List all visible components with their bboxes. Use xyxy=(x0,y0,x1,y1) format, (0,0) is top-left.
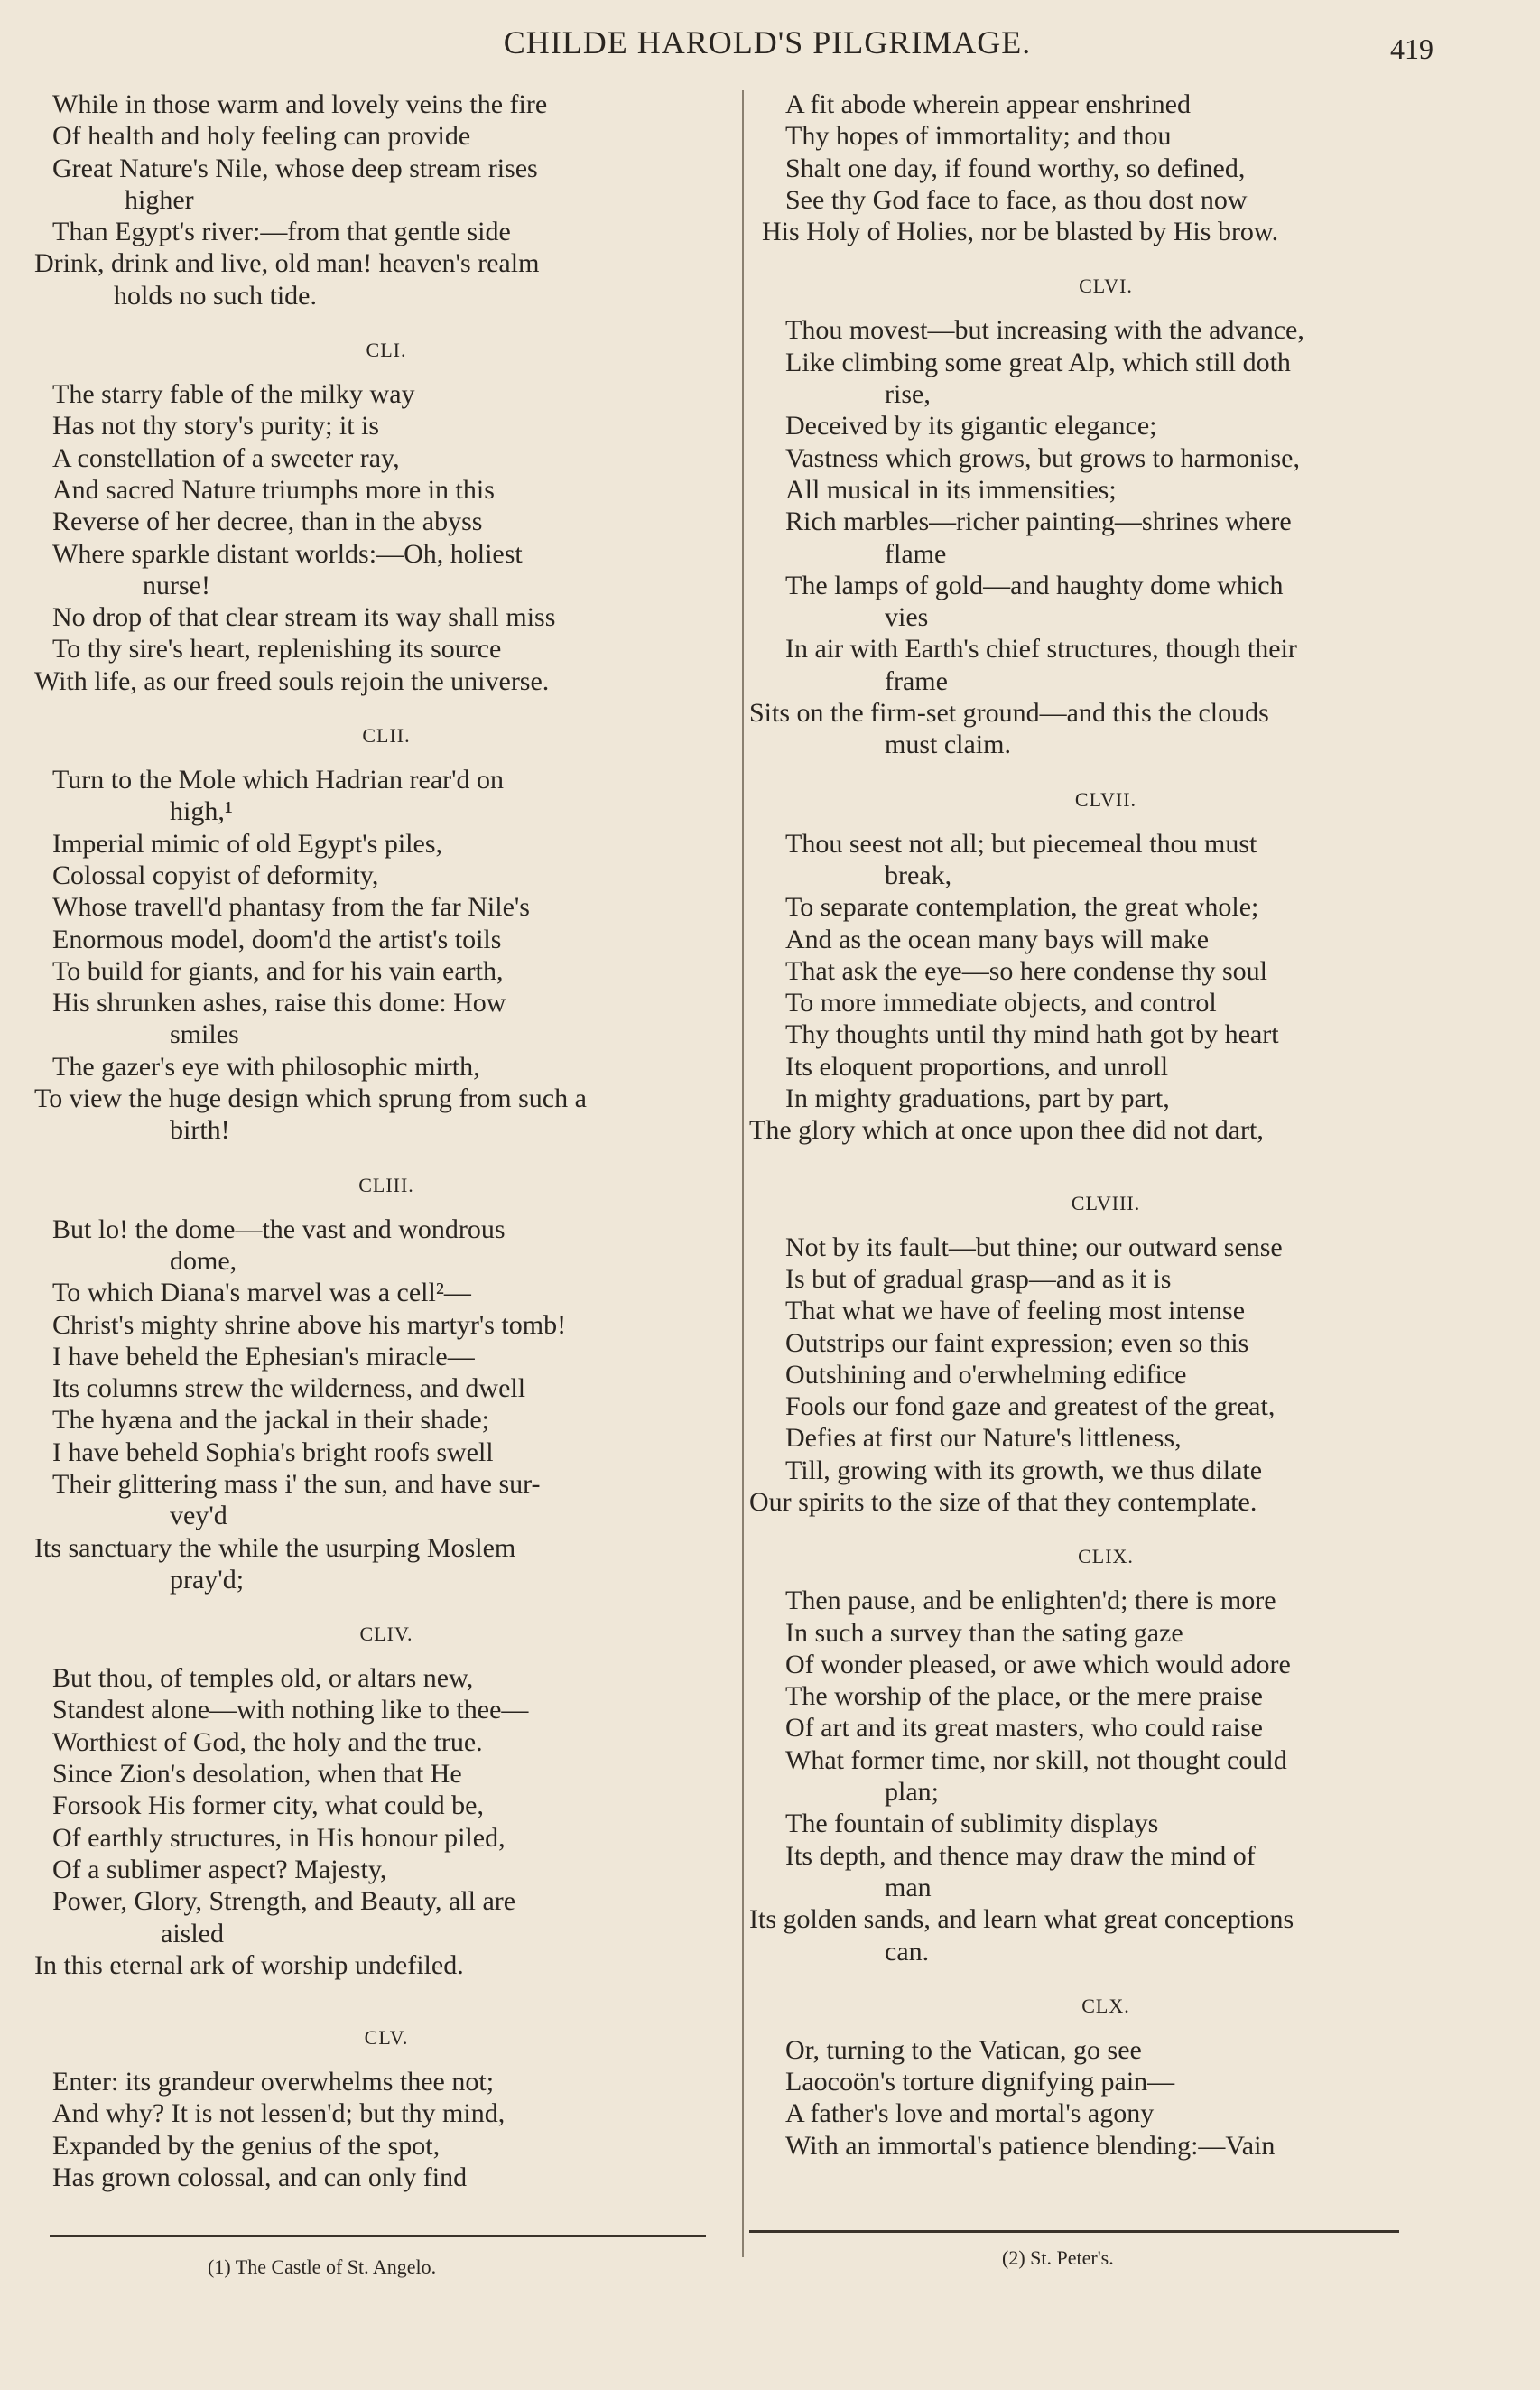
verse-line: I have beheld the Ephesian's miracle— xyxy=(52,1341,475,1372)
verse-line: The starry fable of the milky way xyxy=(52,379,415,410)
verse-line: The worship of the place, or the mere praise xyxy=(785,1681,1263,1712)
verse-line: Of wonder pleased, or awe which would adore xyxy=(785,1649,1291,1679)
verse-line: flame xyxy=(885,538,947,569)
verse-line: Of a sublimer aspect? Majesty, xyxy=(52,1854,387,1884)
stanza xyxy=(34,724,738,1147)
verse-line: Our spirits to the size of that they contemplate. xyxy=(749,1486,1257,1517)
right-column xyxy=(749,88,1462,2162)
stanza xyxy=(749,788,1462,1147)
verse-line: Expanded by the genius of the spot, xyxy=(52,2130,441,2161)
verse-line: Power, Glory, Strength, and Beauty, all are xyxy=(52,1886,516,1917)
stanza xyxy=(34,2026,738,2193)
footnote: (2) St. Peter's. xyxy=(1002,2246,1114,2269)
stanza-number: CLII. xyxy=(362,724,411,748)
verse-line: aisled xyxy=(161,1918,224,1948)
verse-line: Or, turning to the Vatican, go see xyxy=(785,2034,1142,2065)
verse-line: A constellation of a sweeter ray, xyxy=(52,442,400,473)
verse-line: The fountain of sublimity displays xyxy=(785,1809,1159,1839)
verse-line: Like climbing some great Alp, which still doth xyxy=(785,347,1291,377)
verse-line: To thy sire's heart, replenishing its source xyxy=(52,634,502,665)
verse-line: Is but of gradual grasp—and as it is xyxy=(785,1263,1172,1294)
verse-line: What former time, nor skill, not thought could xyxy=(785,1744,1287,1775)
verse-line: The lamps of gold—and haughty dome which xyxy=(785,570,1284,600)
verse-line: That what we have of feeling most intense xyxy=(785,1296,1246,1326)
verse-line: Laocoön's torture dignifying pain— xyxy=(785,2067,1175,2097)
verse-line: Imperial mimic of old Egypt's piles, xyxy=(52,828,442,859)
stanza xyxy=(34,1623,738,1981)
verse-line: Till, growing with its growth, we thus dilate xyxy=(785,1455,1263,1485)
stanza xyxy=(749,88,1462,247)
verse-line: can. xyxy=(885,1936,930,1967)
verse-line: Of health and holy feeling can provide xyxy=(52,121,471,152)
verse-line: Its depth, and thence may draw the mind of xyxy=(785,1840,1256,1871)
verse-line: The gazer's eye with philosophic mirth, xyxy=(52,1051,480,1082)
verse-line: The hyæna and the jackal in their shade; xyxy=(52,1405,489,1436)
stanza xyxy=(749,1995,1462,2162)
stanza xyxy=(749,1192,1462,1519)
verse-line: pray'd; xyxy=(170,1564,245,1595)
verse-line: And sacred Nature triumphs more in this xyxy=(52,474,495,505)
verse-line: In such a survey than the sating gaze xyxy=(785,1617,1183,1648)
verse-line: Reverse of her decree, than in the abyss xyxy=(52,507,483,537)
verse-line: smiles xyxy=(170,1019,239,1050)
verse-line: break, xyxy=(885,860,952,890)
verse-line: In air with Earth's chief structures, though their xyxy=(785,634,1297,665)
verse-line: Has grown colossal, and can only find xyxy=(52,2162,468,2193)
page-number: 419 xyxy=(1390,33,1433,65)
verse-line: I have beheld Sophia's bright roofs swell xyxy=(52,1437,494,1467)
verse-line: See thy God face to face, as thou dost now xyxy=(785,184,1248,215)
verse-line: birth! xyxy=(170,1115,230,1146)
verse-line: A father's love and mortal's agony xyxy=(785,2098,1155,2129)
verse-line: Enter: its grandeur overwhelms thee not; xyxy=(52,2067,495,2097)
verse-line: Their glittering mass i' the sun, and have sur- xyxy=(52,1468,541,1499)
verse-line: vies xyxy=(885,602,929,633)
stanza-number: CLX. xyxy=(1081,1994,1130,2017)
verse-line: To view the huge design which sprung from such a xyxy=(34,1083,587,1114)
verse-line: Thy hopes of immortality; and thou xyxy=(785,121,1172,152)
verse-line: While in those warm and lovely veins the fire xyxy=(52,89,548,119)
verse-line: frame xyxy=(885,665,948,696)
stanza-number: CLI. xyxy=(366,339,407,362)
verse-line: Since Zion's desolation, when that He xyxy=(52,1759,462,1790)
stanza-number: CLVI. xyxy=(1079,274,1133,298)
verse-line: Forsook His former city, what could be, xyxy=(52,1790,484,1821)
verse-line: higher xyxy=(125,184,194,215)
verse-line: In mighty graduations, part by part, xyxy=(785,1083,1170,1114)
footnote-rule xyxy=(749,2230,1399,2233)
verse-line: Its eloquent proportions, and unroll xyxy=(785,1051,1169,1082)
verse-line: Defies at first our Nature's littleness, xyxy=(785,1423,1182,1454)
stanza-number: CLV. xyxy=(364,2026,409,2050)
verse-line: vey'd xyxy=(170,1501,227,1531)
verse-line: His Holy of Holies, nor be blasted by His brow. xyxy=(762,217,1279,247)
verse-line: must claim. xyxy=(885,730,1011,760)
verse-line: That ask the eye—so here condense thy soul xyxy=(785,955,1268,986)
stanza-number: CLVIII. xyxy=(1071,1191,1141,1214)
verse-line: Outshining and o'erwhelming edifice xyxy=(785,1359,1187,1390)
verse-line: Sits on the firm-set ground—and this the clouds xyxy=(749,698,1269,729)
verse-line: man xyxy=(885,1872,932,1902)
verse-line: Its sanctuary the while the usurping Moslem xyxy=(34,1532,516,1563)
stanza xyxy=(34,339,738,697)
verse-line: Drink, drink and live, old man! heaven's realm xyxy=(34,248,540,279)
verse-line: To build for giants, and for his vain earth, xyxy=(52,955,504,986)
stanza xyxy=(749,274,1462,760)
verse-line: Than Egypt's river:—from that gentle side xyxy=(52,217,511,247)
verse-line: Its columns strew the wilderness, and dwell xyxy=(52,1373,526,1404)
verse-line: Vastness which grows, but grows to harmonise, xyxy=(785,442,1300,473)
stanza xyxy=(34,1174,738,1596)
verse-line: Enormous model, doom'd the artist's toils xyxy=(52,924,502,954)
verse-line: Worthiest of God, the holy and the true. xyxy=(52,1726,483,1757)
verse-line: Fools our fond gaze and greatest of the great, xyxy=(785,1391,1276,1422)
verse-line: Where sparkle distant worlds:—Oh, holiest xyxy=(52,538,523,569)
verse-line: Not by its fault—but thine; our outward sense xyxy=(785,1232,1283,1262)
verse-line: Christ's mighty shrine above his martyr's tomb! xyxy=(52,1309,567,1340)
verse-line: And as the ocean many bays will make xyxy=(785,924,1210,954)
verse-line: Standest alone—with nothing like to thee— xyxy=(52,1695,529,1725)
verse-line: To which Diana's marvel was a cell²— xyxy=(52,1278,471,1308)
verse-line: Whose travell'd phantasy from the far Nile's xyxy=(52,892,530,923)
verse-line: With life, as our freed souls rejoin the universe. xyxy=(34,665,550,696)
verse-line: All musical in its immensities; xyxy=(785,474,1117,505)
verse-line: Colossal copyist of deformity, xyxy=(52,860,379,890)
stanza-number: CLIII. xyxy=(358,1173,414,1196)
stanza xyxy=(749,1545,1462,1967)
verse-line: Thy thoughts until thy mind hath got by heart xyxy=(785,1019,1279,1050)
verse-line: nurse! xyxy=(143,570,210,600)
verse-line: Thou seest not all; but piecemeal thou must xyxy=(785,828,1257,859)
verse-line: And why? It is not lessen'd; but thy mind, xyxy=(52,2098,506,2129)
verse-line: Deceived by its gigantic elegance; xyxy=(785,411,1157,442)
verse-line: Has not thy story's purity; it is xyxy=(52,411,380,442)
verse-line: Of art and its great masters, who could raise xyxy=(785,1713,1263,1744)
verse-line: Great Nature's Nile, whose deep stream rises xyxy=(52,153,538,183)
verse-line: To more immediate objects, and control xyxy=(785,988,1217,1018)
stanza-number: CLIX. xyxy=(1078,1545,1134,1568)
verse-line: Rich marbles—richer painting—shrines where xyxy=(785,507,1292,537)
verse-line: plan; xyxy=(885,1777,939,1808)
verse-line: A fit abode wherein appear enshrined xyxy=(785,89,1191,119)
footnote: (1) The Castle of St. Angelo. xyxy=(208,2255,437,2278)
verse-line: The glory which at once upon thee did not dart, xyxy=(749,1115,1264,1146)
verse-line: high,¹ xyxy=(170,796,233,827)
verse-line: Turn to the Mole which Hadrian rear'd on xyxy=(52,765,505,795)
verse-line: In this eternal ark of worship undefiled. xyxy=(34,1949,464,1980)
column-divider xyxy=(742,90,744,2257)
verse-line: No drop of that clear stream its way shall miss xyxy=(52,602,556,633)
verse-line: Of earthly structures, in His honour piled, xyxy=(52,1822,506,1853)
stanza-number: CLVII. xyxy=(1074,787,1137,811)
verse-line: To separate contemplation, the great whole; xyxy=(785,892,1259,923)
footnote-rule xyxy=(50,2235,706,2237)
verse-line: With an immortal's patience blending:—Vain xyxy=(785,2130,1276,2161)
verse-line: holds no such tide. xyxy=(114,280,317,311)
stanza xyxy=(34,88,738,312)
verse-line: Thou movest—but increasing with the advance, xyxy=(785,315,1304,346)
verse-line: Then pause, and be enlighten'd; there is more xyxy=(785,1586,1276,1616)
verse-line: But thou, of temples old, or altars new, xyxy=(52,1663,474,1694)
verse-line: dome, xyxy=(170,1245,237,1276)
verse-line: rise, xyxy=(885,379,931,410)
running-title: CHILDE HAROLD'S PILGRIMAGE. xyxy=(503,24,1032,60)
verse-line: Shalt one day, if found worthy, so defined, xyxy=(785,153,1246,183)
left-column xyxy=(34,88,738,2193)
verse-line: Its golden sands, and learn what great conceptions xyxy=(749,1904,1294,1935)
verse-line: Outstrips our faint expression; even so this xyxy=(785,1327,1249,1358)
verse-line: His shrunken ashes, raise this dome: How xyxy=(52,988,506,1018)
stanza-number: CLIV. xyxy=(359,1623,413,1646)
verse-line: But lo! the dome—the vast and wondrous xyxy=(52,1214,506,1244)
